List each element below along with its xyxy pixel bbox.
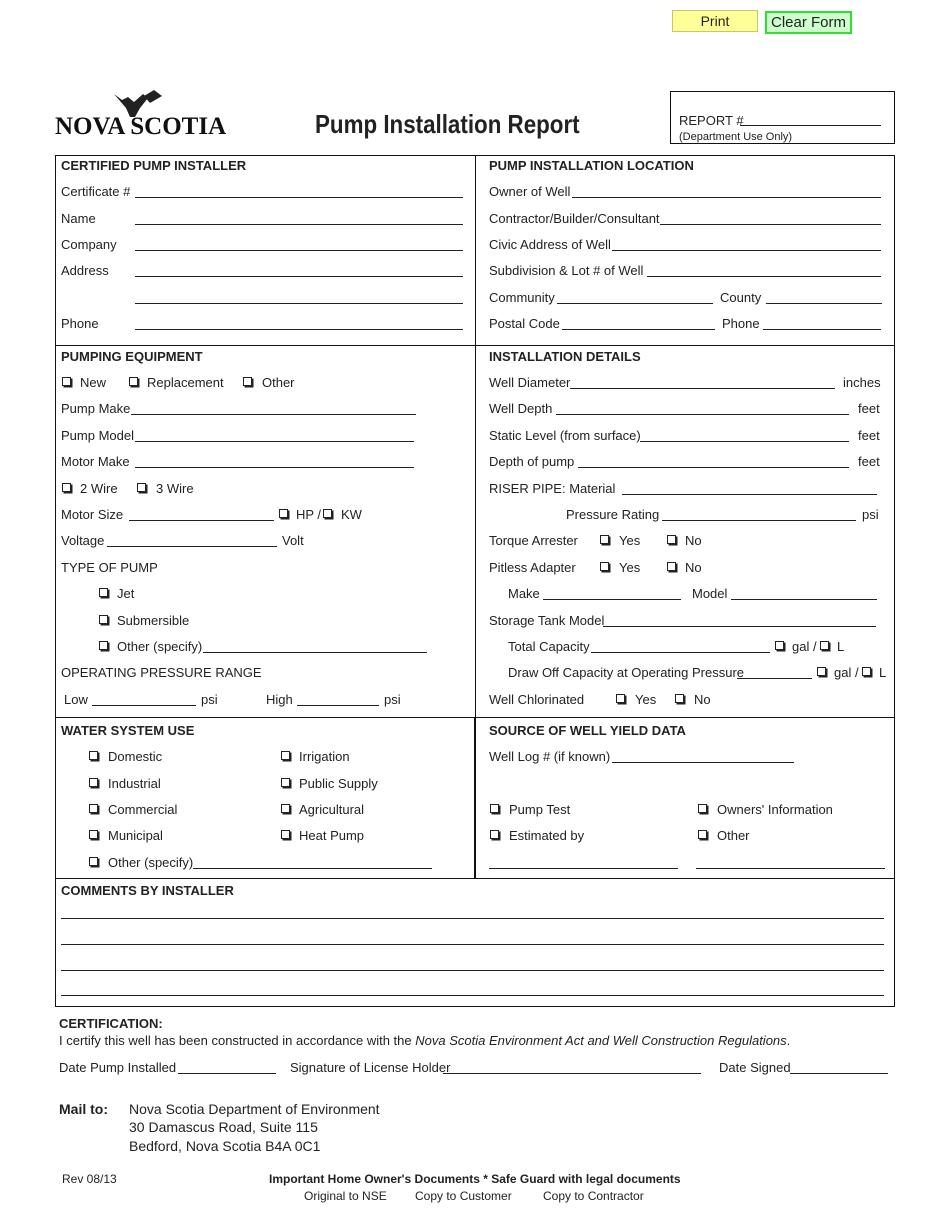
- certification-text-a: I certify this well has been constructed in accordance with the: [59, 1033, 416, 1048]
- date-installed-field[interactable]: [178, 1073, 276, 1074]
- high-field[interactable]: [297, 705, 379, 706]
- three-wire-label: 3 Wire: [156, 481, 194, 496]
- submersible-checkbox[interactable]: [99, 615, 108, 624]
- torque-yes-checkbox[interactable]: [600, 535, 609, 544]
- irrigation-checkbox[interactable]: [281, 751, 290, 760]
- address-field-1[interactable]: [135, 276, 463, 277]
- pump-depth-field[interactable]: [578, 467, 849, 468]
- other-type-checkbox[interactable]: [99, 641, 108, 650]
- location-phone-label: Phone: [722, 316, 760, 331]
- pump-depth-label: Depth of pump: [489, 454, 575, 469]
- comment-line-2[interactable]: [61, 944, 884, 945]
- pump-model-field[interactable]: [135, 441, 414, 442]
- comment-line-4[interactable]: [61, 995, 884, 996]
- community-field[interactable]: [557, 303, 713, 304]
- pressure-rating-label: Pressure Rating: [566, 507, 660, 522]
- location-heading: PUMP INSTALLATION LOCATION: [489, 158, 694, 173]
- domestic-checkbox[interactable]: [89, 751, 98, 760]
- certificate-label: Certificate #: [61, 184, 131, 199]
- equipment-heading: PUMPING EQUIPMENT: [61, 349, 203, 364]
- print-button[interactable]: Print: [672, 10, 758, 32]
- make-label: Make: [508, 586, 540, 601]
- jet-checkbox[interactable]: [99, 588, 108, 597]
- date-signed-field[interactable]: [790, 1073, 888, 1074]
- pressure-range-heading: OPERATING PRESSURE RANGE: [61, 665, 262, 680]
- contractor-label: Contractor/Builder/Consultant: [489, 211, 660, 226]
- high-psi-label: psi: [384, 692, 401, 707]
- agricultural-checkbox[interactable]: [281, 804, 290, 813]
- certification-text-c: .: [786, 1033, 791, 1048]
- address-label: Address: [61, 263, 109, 278]
- company-label: Company: [61, 237, 117, 252]
- comments-heading: COMMENTS BY INSTALLER: [61, 883, 234, 898]
- volt-label: Volt: [282, 533, 304, 548]
- jet-label: Jet: [117, 586, 135, 601]
- page-title: Pump Installation Report: [315, 109, 580, 139]
- motor-size-label: Motor Size: [61, 507, 124, 522]
- owner-field[interactable]: [572, 197, 881, 198]
- pump-test-label: Pump Test: [509, 802, 571, 817]
- estimated-checkbox[interactable]: [490, 830, 499, 839]
- two-wire-checkbox[interactable]: [62, 483, 71, 492]
- certification-statement: [59, 1033, 790, 1049]
- signature-field[interactable]: [443, 1073, 701, 1074]
- subdivision-label: Subdivision & Lot # of Well: [489, 263, 644, 278]
- drawoff-l-checkbox[interactable]: [862, 667, 871, 676]
- low-field[interactable]: [92, 705, 196, 706]
- pump-make-field[interactable]: [131, 414, 416, 415]
- certification-act: Nova Scotia Environment Act and Well Construction Regulations: [415, 1033, 787, 1048]
- mail-label: Mail to:: [59, 1101, 108, 1117]
- clear-form-button[interactable]: Clear Form: [765, 11, 852, 34]
- kw-checkbox[interactable]: [323, 509, 332, 518]
- water-use-heading: WATER SYSTEM USE: [61, 723, 195, 738]
- new-checkbox[interactable]: [62, 377, 71, 386]
- tank-field[interactable]: [603, 626, 876, 627]
- other-use-checkbox[interactable]: [89, 857, 98, 866]
- new-label: New: [80, 375, 107, 390]
- other-source-field[interactable]: [696, 868, 885, 869]
- voltage-label: Voltage: [61, 533, 105, 548]
- other-use-field[interactable]: [193, 868, 432, 869]
- motor-make-field[interactable]: [135, 467, 414, 468]
- drawoff-field[interactable]: [737, 678, 812, 679]
- torque-label: Torque Arrester: [489, 533, 578, 548]
- report-label: REPORT #: [679, 113, 744, 128]
- model-label: Model: [692, 586, 728, 601]
- comment-line-3[interactable]: [61, 970, 884, 971]
- capacity-gal-checkbox[interactable]: [775, 641, 784, 650]
- commercial-label: Commercial: [108, 802, 178, 817]
- county-field[interactable]: [766, 303, 882, 304]
- torque-no-checkbox[interactable]: [667, 535, 676, 544]
- pressure-psi-label: psi: [862, 507, 879, 522]
- company-field[interactable]: [135, 250, 463, 251]
- pump-type-heading: TYPE OF PUMP: [61, 560, 158, 575]
- drawoff-label: Draw Off Capacity at Operating Pressure: [508, 665, 745, 680]
- industrial-checkbox[interactable]: [89, 778, 98, 787]
- municipal-checkbox[interactable]: [89, 830, 98, 839]
- address-field-2[interactable]: [135, 303, 463, 304]
- torque-no-label: No: [685, 533, 702, 548]
- other-type-label: Other (specify): [117, 639, 203, 654]
- drawoff-gal-checkbox[interactable]: [817, 667, 826, 676]
- hp-checkbox[interactable]: [279, 509, 288, 518]
- contractor-field[interactable]: [660, 224, 881, 225]
- diameter-label: Well Diameter: [489, 375, 571, 390]
- pitless-no-checkbox[interactable]: [667, 562, 676, 571]
- copy-original: Original to NSE: [304, 1189, 387, 1203]
- certificate-field[interactable]: [135, 197, 463, 198]
- static-feet-label: feet: [858, 428, 880, 443]
- pitless-no-label: No: [685, 560, 702, 575]
- public-supply-checkbox[interactable]: [281, 778, 290, 787]
- replacement-checkbox[interactable]: [129, 377, 138, 386]
- capacity-gal-label: gal /: [792, 639, 817, 654]
- other-type-field[interactable]: [203, 652, 427, 653]
- static-label: Static Level (from surface): [489, 428, 641, 443]
- mail-line-1: Nova Scotia Department of Environment: [129, 1101, 380, 1117]
- tank-label: Storage Tank Model: [489, 613, 605, 628]
- capacity-field[interactable]: [591, 652, 770, 653]
- agricultural-label: Agricultural: [299, 802, 365, 817]
- pump-test-checkbox[interactable]: [490, 804, 499, 813]
- two-wire-label: 2 Wire: [80, 481, 118, 496]
- motor-size-field[interactable]: [129, 520, 274, 521]
- location-phone-field[interactable]: [763, 329, 881, 330]
- civic-field[interactable]: [612, 250, 881, 251]
- other-equipment-label: Other: [262, 375, 295, 390]
- well-log-label: Well Log # (if known): [489, 749, 611, 764]
- estimated-field[interactable]: [489, 868, 678, 869]
- pitless-yes-checkbox[interactable]: [600, 562, 609, 571]
- depth-feet-label: feet: [858, 401, 880, 416]
- diameter-field[interactable]: [570, 388, 835, 389]
- community-label: Community: [489, 290, 555, 305]
- chlorinated-no-label: No: [694, 692, 711, 707]
- kw-label: KW: [341, 507, 362, 522]
- domestic-label: Domestic: [108, 749, 163, 764]
- nova-scotia-logo: [52, 88, 237, 140]
- copy-customer: Copy to Customer: [415, 1189, 512, 1203]
- voltage-field[interactable]: [107, 546, 277, 547]
- postal-label: Postal Code: [489, 316, 560, 331]
- civic-label: Civic Address of Well: [489, 237, 611, 252]
- commercial-checkbox[interactable]: [89, 804, 98, 813]
- torque-yes-label: Yes: [619, 533, 641, 548]
- installer-heading: CERTIFIED PUMP INSTALLER: [61, 158, 247, 173]
- inches-label: inches: [843, 375, 881, 390]
- report-number-field[interactable]: [740, 125, 881, 126]
- installer-phone-label: Phone: [61, 316, 99, 331]
- make-field[interactable]: [543, 599, 681, 600]
- pitless-label: Pitless Adapter: [489, 560, 576, 575]
- name-field[interactable]: [135, 224, 463, 225]
- irrigation-label: Irrigation: [299, 749, 350, 764]
- owner-label: Owner of Well: [489, 184, 571, 199]
- well-log-field[interactable]: [612, 762, 794, 763]
- important-note: Important Home Owner's Documents * Safe Guard with legal documents: [269, 1172, 681, 1186]
- replacement-label: Replacement: [147, 375, 224, 390]
- chlorinated-label: Well Chlorinated: [489, 692, 585, 707]
- other-source-checkbox[interactable]: [698, 830, 707, 839]
- chlorinated-yes-checkbox[interactable]: [616, 694, 625, 703]
- chlorinated-yes-label: Yes: [635, 692, 657, 707]
- report-note: (Department Use Only): [679, 131, 793, 143]
- postal-field[interactable]: [562, 329, 715, 330]
- hp-label: HP /: [296, 507, 322, 522]
- public-supply-label: Public Supply: [299, 776, 378, 791]
- submersible-label: Submersible: [117, 613, 190, 628]
- capacity-l-checkbox[interactable]: [820, 641, 829, 650]
- name-label: Name: [61, 211, 96, 226]
- revision-label: Rev 08/13: [62, 1172, 117, 1186]
- pitless-yes-label: Yes: [619, 560, 641, 575]
- owners-info-checkbox[interactable]: [698, 804, 707, 813]
- depth-field[interactable]: [556, 414, 849, 415]
- owners-info-label: Owners' Information: [717, 802, 833, 817]
- source-section: [475, 717, 895, 879]
- source-heading: SOURCE OF WELL YIELD DATA: [489, 723, 686, 738]
- signature-label: Signature of License Holder: [290, 1060, 451, 1075]
- mail-line-3: Bedford, Nova Scotia B4A 0C1: [129, 1138, 321, 1154]
- model-field[interactable]: [731, 599, 877, 600]
- comment-line-1[interactable]: [61, 918, 884, 919]
- estimated-label: Estimated by: [509, 828, 585, 843]
- other-source-label: Other: [717, 828, 750, 843]
- drawoff-gal-label: gal /: [834, 665, 859, 680]
- copy-contractor: Copy to Contractor: [543, 1189, 644, 1203]
- mail-line-2: 30 Damascus Road, Suite 115: [129, 1119, 318, 1135]
- pump-model-label: Pump Model: [61, 428, 134, 443]
- capacity-l-label: L: [837, 639, 845, 654]
- three-wire-checkbox[interactable]: [137, 483, 146, 492]
- low-psi-label: psi: [201, 692, 218, 707]
- riser-label: RISER PIPE: Material: [489, 481, 616, 496]
- low-label: Low: [64, 692, 88, 707]
- industrial-label: Industrial: [108, 776, 161, 791]
- details-heading: INSTALLATION DETAILS: [489, 349, 641, 364]
- pump-make-label: Pump Make: [61, 401, 131, 416]
- chlorinated-no-checkbox[interactable]: [675, 694, 684, 703]
- motor-make-label: Motor Make: [61, 454, 130, 469]
- county-label: County: [720, 290, 762, 305]
- municipal-label: Municipal: [108, 828, 163, 843]
- other-use-label: Other (specify): [108, 855, 194, 870]
- certification-heading: CERTIFICATION:: [59, 1016, 163, 1031]
- logo-text: NOVA SCOTIA: [55, 113, 227, 140]
- subdivision-field[interactable]: [647, 276, 881, 277]
- depth-label: Well Depth: [489, 401, 553, 416]
- other-equipment-checkbox[interactable]: [243, 377, 252, 386]
- heat-pump-checkbox[interactable]: [281, 830, 290, 839]
- pressure-rating-field[interactable]: [662, 520, 856, 521]
- date-signed-label: Date Signed: [719, 1060, 791, 1075]
- static-field[interactable]: [640, 441, 849, 442]
- pump-depth-feet-label: feet: [858, 454, 880, 469]
- riser-field[interactable]: [622, 494, 877, 495]
- date-installed-label: Date Pump Installed: [59, 1060, 177, 1075]
- heat-pump-label: Heat Pump: [299, 828, 365, 843]
- installer-phone-field[interactable]: [135, 329, 463, 330]
- high-label: High: [266, 692, 293, 707]
- capacity-label: Total Capacity: [508, 639, 590, 654]
- drawoff-l-label: L: [879, 665, 887, 680]
